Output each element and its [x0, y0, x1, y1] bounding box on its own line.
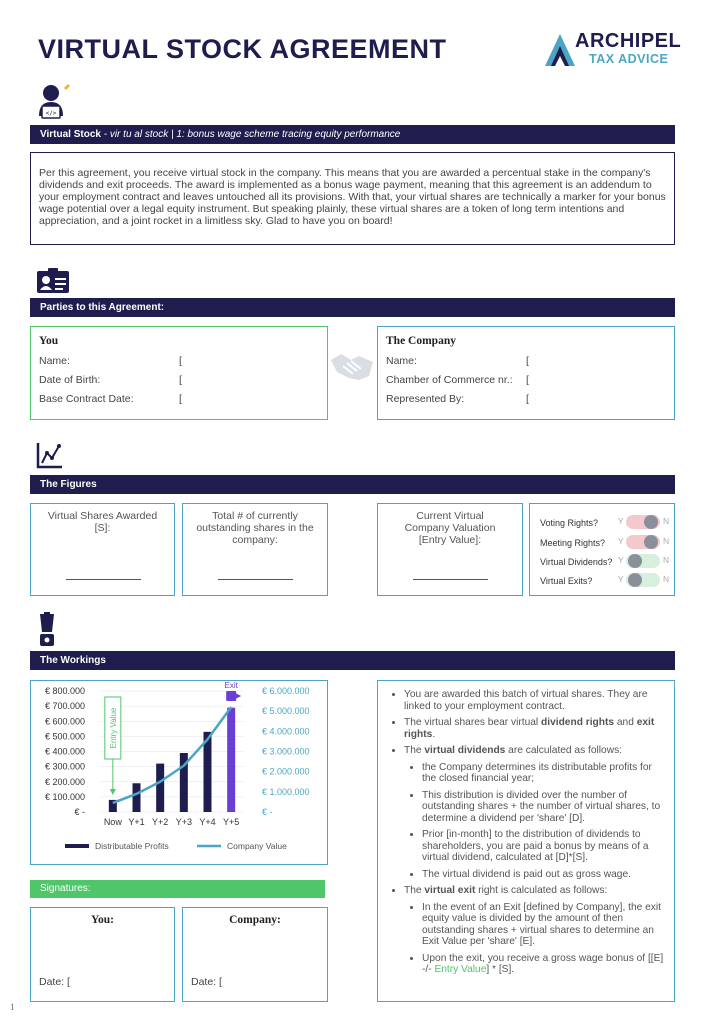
- workings-bullet-3: • The virtual dividends are calculated as follows: • the Company determines its distributable profits for the closed financial year; • This distribution is divided over the number of outstanding shares + the number of virtual shares, to determine a dividend per 'share' [D]. • Prior [in-month] to the distribution of dividends to shareholders, you are paid a bonus by means of a virtual dividend, calculated at [D]*[S]. • The virtual dividend is paid out as gross wage.: [404, 745, 664, 880]
- workings-bullet-2: • The virtual shares bear virtual dividend rights and exit rights.: [404, 717, 664, 740]
- x-tick: Now: [103, 817, 122, 827]
- x-tick: Y+4: [199, 817, 216, 827]
- exit-icon: [226, 691, 236, 701]
- company-heading: The Company: [386, 335, 456, 347]
- workings-list: [382, 689, 664, 976]
- y-left-tick: € 600.000: [44, 716, 85, 727]
- you-contract-date-label: Base Contract Date:: [39, 393, 134, 405]
- company-signature-heading: Company:: [229, 914, 281, 926]
- legend-bars-label: Distributable Profits: [95, 841, 169, 851]
- x-tick: Y+1: [128, 817, 145, 827]
- legend-line-label: Company Value: [227, 841, 287, 851]
- y-left-tick: € 100.000: [44, 791, 85, 802]
- you-signature-date[interactable]: Date: [: [39, 976, 70, 988]
- developer-icon: [36, 82, 76, 122]
- workings-bullet-1: • You are awarded this batch of virtual shares. They are linked to your employment contract.: [404, 689, 664, 712]
- bar-title: Virtual Stock: [40, 129, 101, 140]
- shares-awarded-label: Virtual Shares Awarded [S]:: [47, 510, 158, 534]
- workings-bar: The Workings: [30, 651, 675, 670]
- bar-y-plus-5: [227, 708, 235, 812]
- company-represented-label: Represented By:: [386, 393, 465, 405]
- company-name-value[interactable]: [: [526, 355, 529, 367]
- exit-sub-1: • In the event of an Exit [defined by Company], the exit equity value is divided by the amount of then outstanding shares + virtual shares to determine an Exit Value per 'share' [E].: [422, 902, 664, 948]
- workings-box: [377, 680, 675, 1002]
- logo-text-top: ARCHIPEL: [575, 30, 682, 52]
- you-contract-date-value[interactable]: [: [179, 393, 182, 405]
- shares-awarded-line: [66, 579, 141, 580]
- outstanding-shares-box[interactable]: [182, 503, 328, 596]
- dividend-sub-2: • This distribution is divided over the number of outstanding shares + the number of virtual shares, to determine a dividend per 'share' [D].: [422, 790, 664, 825]
- y-right-tick: € 4.000.000: [262, 726, 310, 737]
- you-name-label: Name:: [39, 355, 70, 367]
- exit-label: Exit: [224, 681, 238, 690]
- id-card-icon: [36, 268, 70, 294]
- exits-n: N: [663, 574, 670, 584]
- y-left-tick: € 300.000: [44, 761, 85, 772]
- blender-icon: [37, 612, 57, 648]
- y-left-tick: € -: [74, 807, 85, 817]
- company-signature-date[interactable]: Date: [: [191, 976, 222, 988]
- company-party-box: [377, 326, 675, 420]
- y-left-tick: € 800.000: [44, 686, 85, 696]
- you-name-value[interactable]: [: [179, 355, 182, 367]
- exit-arrow-icon: [235, 693, 241, 699]
- y-right-tick: € 3.000.000: [262, 746, 310, 757]
- entry-arrow-head: [110, 789, 116, 795]
- virtual-exits-label: Virtual Exits?: [540, 576, 593, 586]
- x-tick: Y+2: [152, 817, 169, 827]
- x-tick: Y+3: [175, 817, 192, 827]
- meeting-y: Y: [618, 536, 624, 546]
- valuation-box[interactable]: [377, 503, 523, 596]
- dividend-sub-4: • The virtual dividend is paid out as gross wage.: [422, 869, 664, 881]
- dividend-sub-1: • the Company determines its distributable profits for the closed financial year;: [422, 762, 664, 785]
- logo-mark-icon: [543, 30, 577, 68]
- x-tick: Y+5: [223, 817, 240, 827]
- chart-box: [30, 680, 328, 865]
- signatures-bar: Signatures:: [30, 880, 325, 898]
- rights-box: [529, 503, 675, 596]
- y-left-tick: € 700.000: [44, 701, 85, 712]
- logo-text-bottom: TAX ADVICE: [589, 52, 669, 66]
- voting-rights-toggle[interactable]: [626, 515, 660, 529]
- bar-subtitle: - vir tu al stock | 1: bonus wage scheme tracing equity performance: [100, 129, 401, 140]
- you-dob-value[interactable]: [: [179, 374, 182, 386]
- handshake-icon: [329, 350, 375, 384]
- company-coc-value[interactable]: [: [526, 374, 529, 386]
- y-right-tick: € 6.000.000: [262, 686, 310, 696]
- line-chart-icon: [36, 441, 64, 469]
- exits-y: Y: [618, 574, 624, 584]
- valuation-label: Current Virtual Company Valuation [Entry Value]:: [404, 510, 496, 546]
- bar-y-plus-1: [133, 783, 141, 812]
- voting-n: N: [663, 516, 670, 526]
- y-right-tick: € -: [262, 807, 273, 817]
- you-signature-box[interactable]: [30, 907, 175, 1002]
- intro-text: Per this agreement, you receive virtual stock in the company. This means that you are awarded a percentual stake in the company's dividends and exit proceeds. The award is implemented as a bonus wage payment, meaning that this agreement is an addendum to your employment contract and leaves untouched all its provisions. With that, your virtual shares are technically a marker for your bonus wage potential over a legal equity instrument. But speaking plainly, these virtual shares are a token of long term intentions and appreciation, and a joint rocket in a limitless sky. Glad to have you on board!: [30, 152, 675, 245]
- legend-bars-swatch: [65, 844, 89, 848]
- company-name-label: Name:: [386, 355, 417, 367]
- you-dob-label: Date of Birth:: [39, 374, 101, 386]
- virtual-exits-toggle[interactable]: [626, 573, 660, 587]
- archipel-logo: [543, 30, 683, 70]
- y-right-tick: € 5.000.000: [262, 706, 310, 717]
- voting-rights-label: Voting Rights?: [540, 518, 599, 528]
- svg-text:</>: </>: [45, 110, 57, 117]
- virtual-dividends-label: Virtual Dividends?: [540, 557, 613, 567]
- y-left-tick: € 200.000: [44, 776, 85, 787]
- dividend-sub-3: • Prior [in-month] to the distribution of dividends to shareholders, you are paid a bonus by means of a virtual dividend, calculated at [D]*[S].: [422, 829, 664, 864]
- y-right-tick: € 1.000.000: [262, 786, 310, 797]
- workings-bullet-4: • The virtual exit right is calculated as follows: • In the event of an Exit [defined by Company], the exit equity value is divided by the amount of then outstanding shares + virtual shares to determine an Exit Value per 'share' [E]. • Upon the exit, you receive a gross wage bonus of [[E] -/- Entry Value] * [S].: [404, 885, 664, 976]
- voting-y: Y: [618, 516, 624, 526]
- chart-svg: [31, 681, 327, 864]
- dividends-y: Y: [618, 555, 624, 565]
- outstanding-shares-label: Total # of currently outstanding shares in the company:: [196, 510, 314, 546]
- y-right-tick: € 2.000.000: [262, 766, 310, 777]
- outstanding-shares-line: [218, 579, 293, 580]
- company-coc-label: Chamber of Commerce nr.:: [386, 374, 513, 386]
- meeting-rights-label: Meeting Rights?: [540, 538, 606, 548]
- valuation-line: [413, 579, 488, 580]
- virtual-stock-bar: [30, 125, 675, 144]
- bar-y-plus-2: [156, 764, 164, 812]
- meeting-n: N: [663, 536, 670, 546]
- virtual-dividends-toggle[interactable]: [626, 554, 660, 568]
- meeting-rights-toggle[interactable]: [626, 535, 660, 549]
- company-signature-box[interactable]: [182, 907, 328, 1002]
- entry-value-label: Entry Value: [108, 707, 118, 749]
- parties-bar: Parties to this Agreement:: [30, 298, 675, 317]
- y-left-tick: € 500.000: [44, 731, 85, 742]
- shares-awarded-box[interactable]: [30, 503, 175, 596]
- y-left-tick: € 400.000: [44, 746, 85, 757]
- you-signature-heading: You:: [90, 914, 114, 926]
- you-party-box: [30, 326, 328, 420]
- dividends-n: N: [663, 555, 670, 565]
- company-represented-value[interactable]: [: [526, 393, 529, 405]
- page-number: 1: [10, 1002, 15, 1012]
- you-heading: You: [39, 335, 59, 347]
- figures-bar: The Figures: [30, 475, 675, 494]
- exit-sub-2: • Upon the exit, you receive a gross wage bonus of [[E] -/- Entry Value] * [S].: [422, 953, 664, 976]
- page-title: VIRTUAL STOCK AGREEMENT: [38, 34, 447, 64]
